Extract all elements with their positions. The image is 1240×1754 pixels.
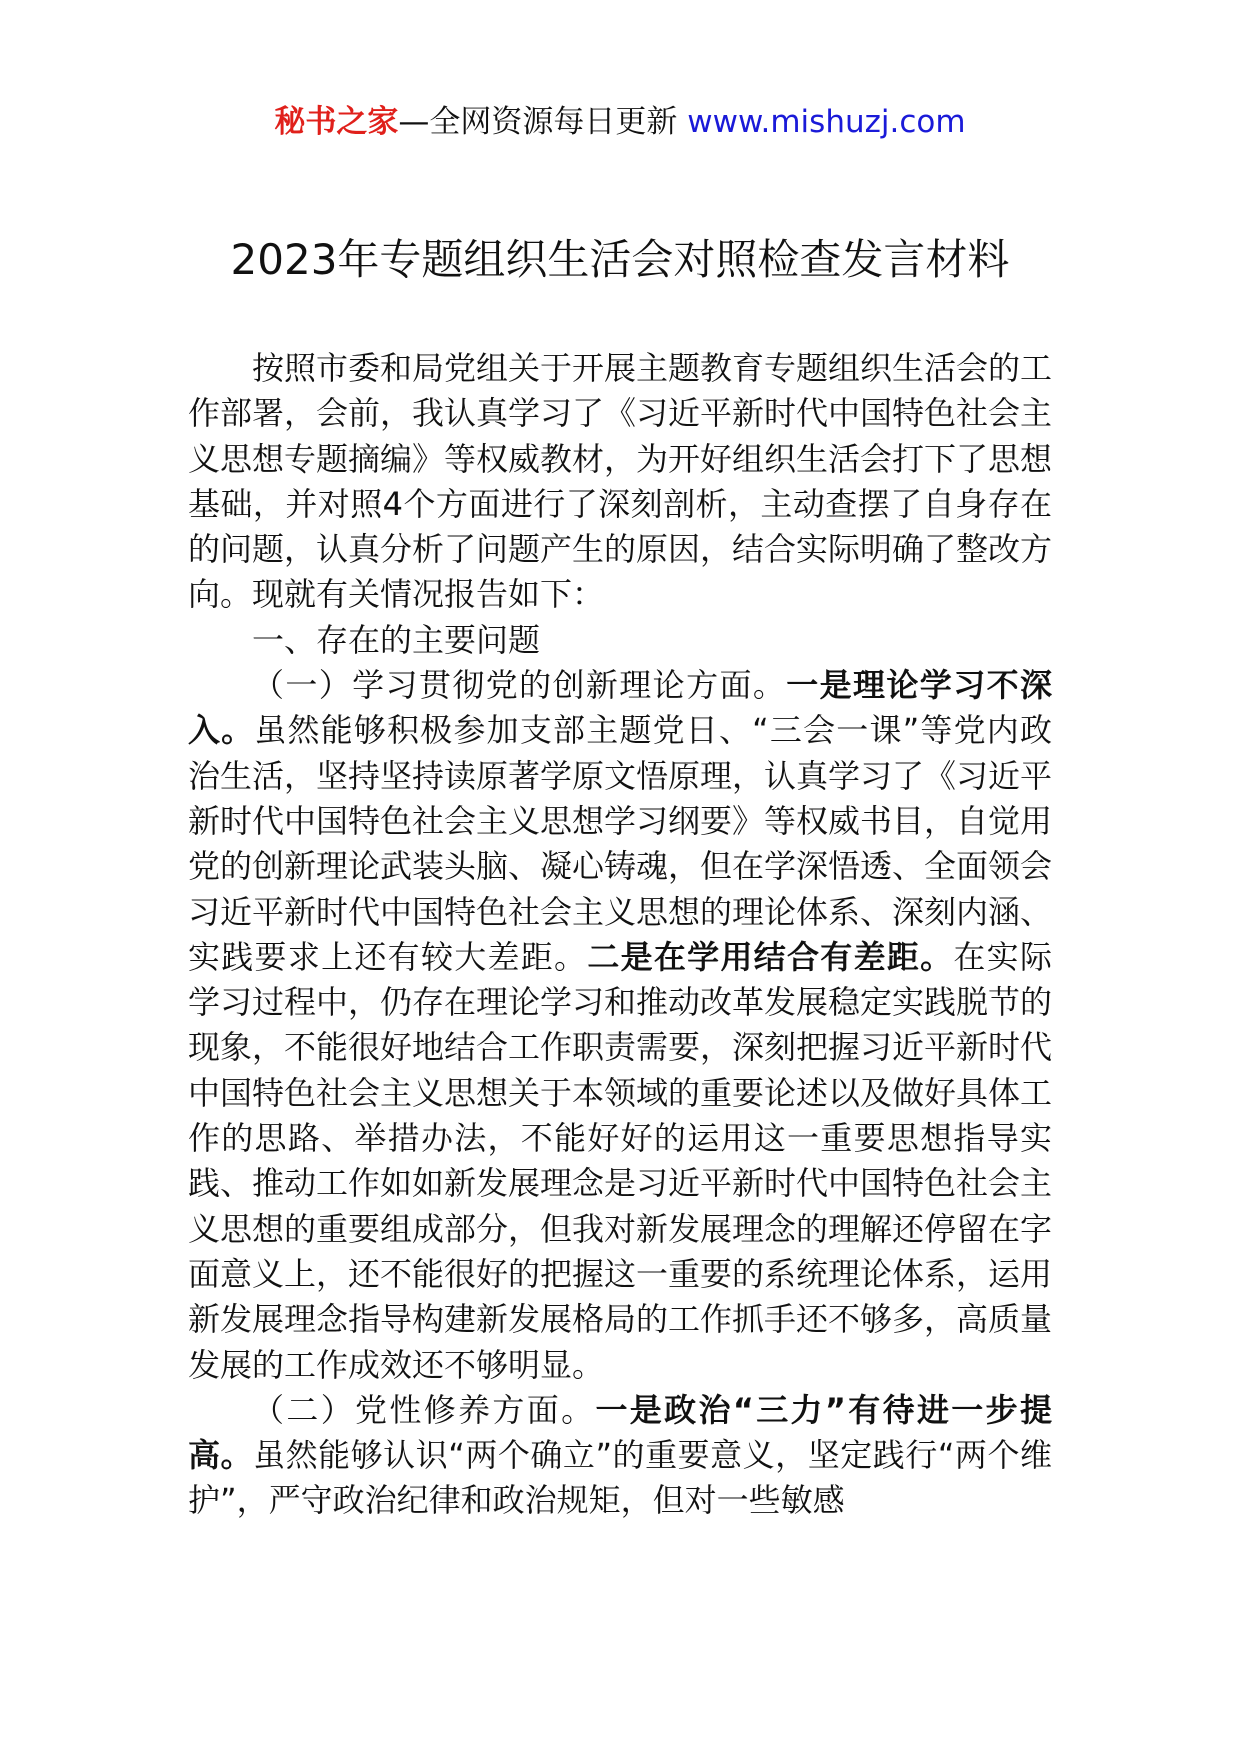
paragraph-party-spirit [188, 1388, 1052, 1524]
site-url-link[interactable]: www.mishuzj.com [687, 104, 966, 140]
brand-name: 秘书之家 [274, 104, 399, 140]
paragraph-lead: （一）学习贯彻党的创新理论方面。 [252, 666, 787, 705]
document-title: 2023年专题组织生活会对照检查发言材料 [230, 235, 1010, 284]
intro-paragraph: 按照市委和局党组关于开展主题教育专题组织生活会的工作部署，会前，我认真学习了《习近平新时代中国特色社会主义思想专题摘编》等权威教材，为开好组织生活会打下了思想基础，并对照4个方面进行了深刻剖析，主动查摆了自身存在的问题，认真分析了问题产生的原因，结合实际明确了整改方向。现就有关情况报告如下： [188, 349, 1053, 614]
bold-point: 一是理论学习不深入。 [188, 666, 1052, 750]
paragraph-text: 虽然能够认识“两个确立”的重要意义，坚定践行“两个维护”，严守政治纪律和政治规矩，但对一些敏感 [188, 1436, 1052, 1520]
bold-point: 二是在学用结合有差距。 [587, 937, 954, 976]
paragraph-text: 虽然能够积极参加支部主题党日、“三会一课”等党内政治生活，坚持坚持读原著学原文悟原理，认真学习了《习近平新时代中国特色社会主义思想学习纲要》等权威书目，自觉用党的创新理论武装头脑、凝心铸魂，但在学深悟透、全面领会习近平新时代中国特色社会主义思想的理论体系、深刻内涵、实践要求上还有较大差距。 [188, 711, 1053, 976]
paragraph-theory-study [188, 663, 1052, 1388]
paragraph-text: 在实际学习过程中，仍存在理论学习和推动改革发展稳定实践脱节的现象，不能很好地结合工作职责需要，深刻把握习近平新时代中国特色社会主义思想关于本领域的重要论述以及做好具体工作的思路、举措办法，不能好好的运用这一重要思想指导实践、推动工作如如新发展理念是习近平新时代中国特色社会主义思想的重要组成部分，但我对新发展理念的理解还停留在字面意义上，还不能很好的把握这一重要的系统理论体系，运用新发展理念指导构建新发展格局的工作抓手还不够多，高质量发展的工作成效还不够明显。 [188, 937, 1053, 1384]
banner-tagline: —全网资源每日更新 [398, 104, 688, 140]
bold-point: 一是政治“三力”有待进一步提高。 [188, 1390, 1052, 1475]
site-banner [0, 102, 1240, 142]
paragraph-lead: （二）党性修养方面。 [252, 1390, 596, 1429]
section-heading: 一、存在的主要问题 [252, 620, 541, 659]
document-body [188, 346, 1052, 1524]
